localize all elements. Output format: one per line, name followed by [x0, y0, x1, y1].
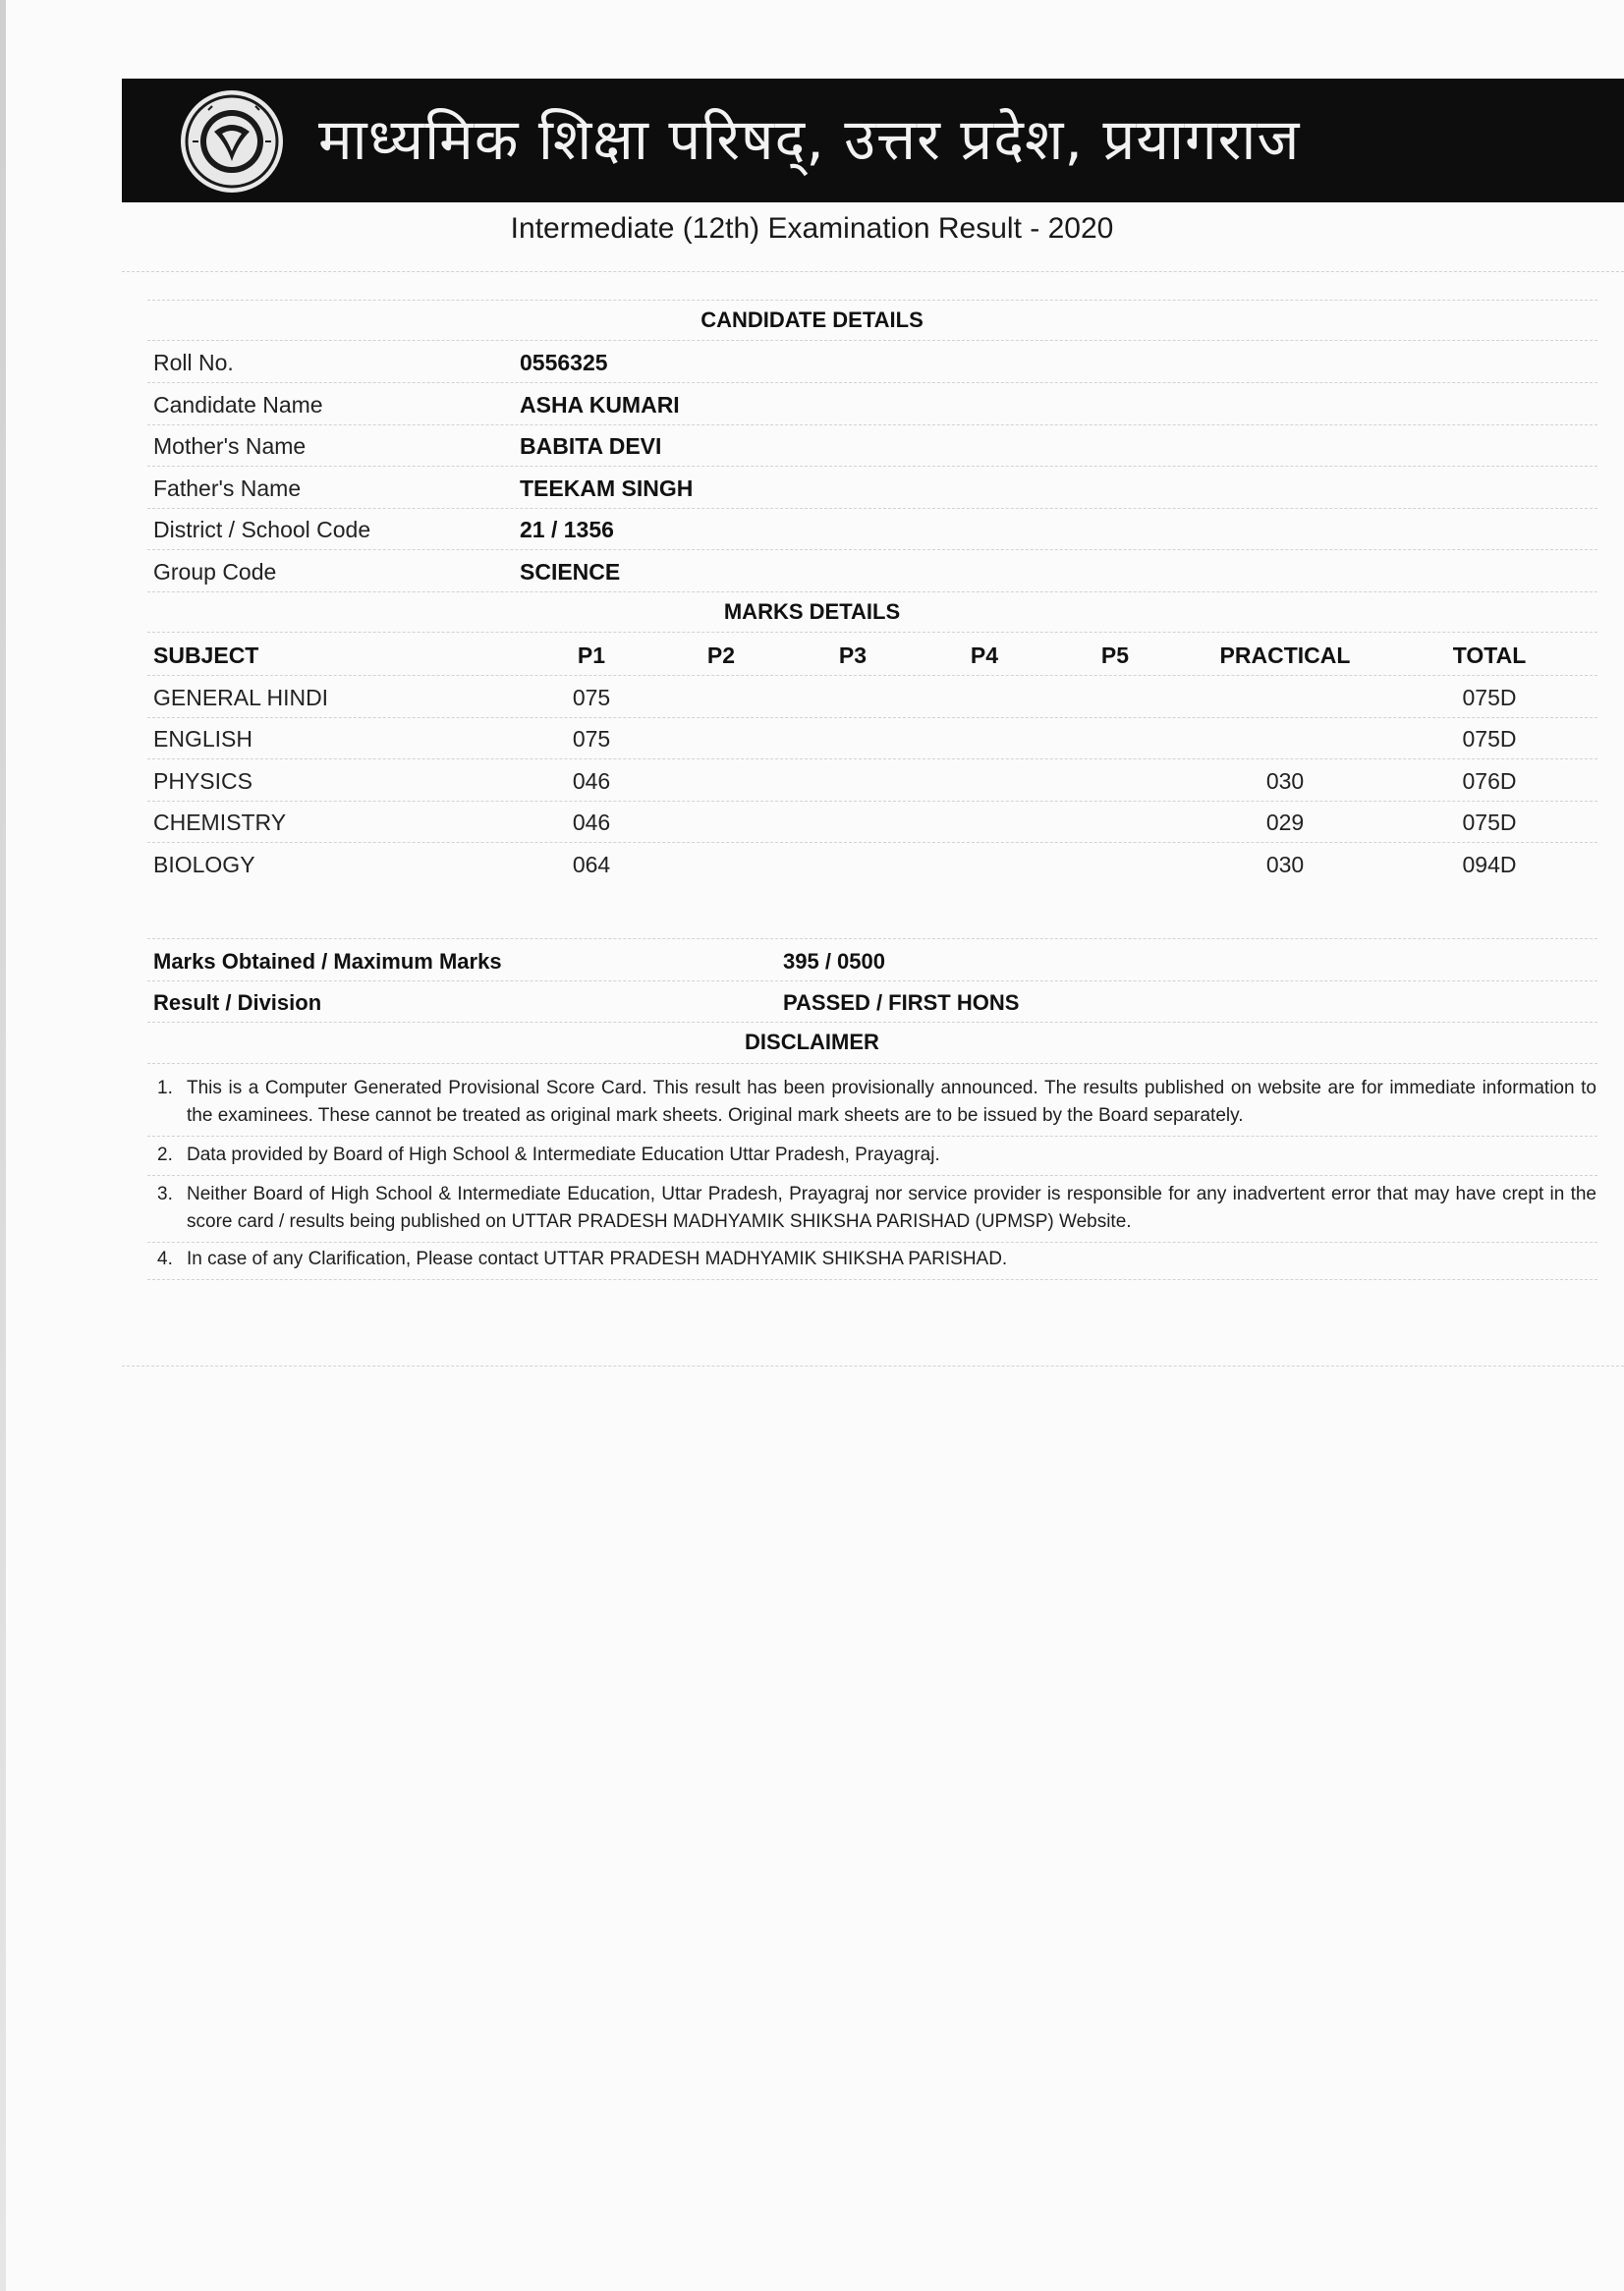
table-row [153, 677, 1597, 718]
divider [147, 1063, 1597, 1064]
marks-obtained-label: Marks Obtained / Maximum Marks [153, 949, 502, 974]
candidate-field-label: Mother's Name [153, 433, 307, 459]
divider [147, 980, 1597, 981]
marks-obtained-row [153, 941, 1597, 982]
candidate-field-value: TEEKAM SINGH [520, 475, 694, 501]
candidate-row [153, 551, 1597, 592]
disclaimer-text: Neither Board of High School & Intermediate Education, Uttar Pradesh, Prayagraj nor service provider is responsible for any inadvertent error that may have crept in the score card / results being published on UTTAR PRADESH MADHYAMIK SHIKSHA PARISHAD (UPMSP) Website. [187, 1184, 1596, 1232]
candidate-field-label: Candidate Name [153, 392, 323, 418]
divider [147, 466, 1597, 467]
cell-p1: 075 [572, 726, 611, 752]
divider [147, 300, 1597, 301]
disclaimer-number: 3. [157, 1184, 173, 1204]
divider [147, 675, 1597, 676]
table-row [153, 760, 1597, 802]
candidate-row [153, 468, 1597, 509]
result-division-label: Result / Division [153, 990, 322, 1015]
candidate-details-heading: CANDIDATE DETAILS [700, 307, 924, 332]
table-row [153, 718, 1597, 759]
disclaimer-text: Data provided by Board of High School & Intermediate Education Uttar Pradesh, Prayagraj. [187, 1145, 940, 1165]
divider [147, 938, 1597, 939]
cell-subject: PHYSICS [153, 768, 252, 794]
divider [147, 1242, 1597, 1243]
divider [147, 591, 1597, 592]
header-p4: P4 [970, 643, 999, 668]
candidate-field-label: District / School Code [153, 517, 371, 542]
header-p3: P3 [838, 643, 868, 668]
disclaimer-number: 1. [157, 1078, 173, 1098]
cell-subject: CHEMISTRY [153, 810, 287, 835]
divider [147, 1279, 1597, 1280]
divider [147, 1022, 1597, 1023]
divider [147, 549, 1597, 550]
divider [147, 382, 1597, 383]
divider [147, 1175, 1597, 1176]
disclaimer-text: This is a Computer Generated Provisional Score Card. This result has been provisionally announced. The results published on website are for immediate information to the examinees. These cannot be treated as original mark sheets. Original mark sheets are to be issued by the Board separately. [187, 1078, 1596, 1126]
candidate-field-label: Roll No. [153, 350, 234, 375]
scan-edge [0, 0, 6, 2291]
cell-p1: 064 [572, 852, 611, 877]
disclaimer-text: In case of any Clarification, Please contact UTTAR PRADESH MADHYAMIK SHIKSHA PARISHAD. [187, 1249, 1008, 1269]
table-row [153, 844, 1597, 885]
disclaimer-number: 4. [157, 1249, 173, 1269]
cell-total: 075D [1462, 726, 1517, 752]
table-row [153, 802, 1597, 843]
candidate-field-value: 21 / 1356 [520, 517, 614, 542]
cell-practical: 030 [1265, 852, 1305, 877]
board-name: माध्यमिक शिक्षा परिषद्, उत्तर प्रदेश, प्रयागराज [318, 106, 1301, 173]
cell-total: 075D [1462, 810, 1517, 835]
divider [147, 842, 1597, 843]
candidate-field-label: Father's Name [153, 475, 302, 501]
candidate-field-value: 0556325 [520, 350, 608, 375]
divider [147, 1136, 1597, 1137]
divider [147, 632, 1597, 633]
cell-p1: 046 [572, 810, 611, 835]
candidate-row [153, 425, 1597, 467]
cell-subject: GENERAL HINDI [153, 685, 329, 710]
candidate-field-label: Group Code [153, 559, 277, 585]
cell-subject: BIOLOGY [153, 852, 255, 877]
candidate-row [153, 342, 1597, 383]
cell-p1: 046 [572, 768, 611, 794]
candidate-field-value: BABITA DEVI [520, 433, 662, 459]
board-seal-icon [179, 88, 285, 195]
divider [147, 340, 1597, 341]
marks-header-row [153, 635, 1597, 676]
cell-practical: 029 [1265, 810, 1305, 835]
cell-total: 075D [1462, 685, 1517, 710]
cell-total: 076D [1462, 768, 1517, 794]
cell-p1: 075 [572, 685, 611, 710]
marks-obtained-value: 395 / 0500 [783, 949, 885, 974]
header-p2: P2 [706, 643, 736, 668]
divider [122, 1366, 1624, 1367]
marks-details-heading: MARKS DETAILS [723, 599, 901, 624]
exam-title: Intermediate (12th) Examination Result - 2020 [510, 212, 1114, 245]
divider [122, 271, 1624, 272]
disclaimer-heading: DISCLAIMER [745, 1030, 879, 1054]
disclaimer-number: 2. [157, 1145, 173, 1165]
candidate-field-value: ASHA KUMARI [520, 392, 680, 418]
cell-total: 094D [1462, 852, 1517, 877]
header-banner [122, 79, 1624, 202]
divider [147, 758, 1597, 759]
header-p1: P1 [577, 643, 606, 668]
candidate-field-value: SCIENCE [520, 559, 621, 585]
result-division-value: PASSED / FIRST HONS [783, 990, 1020, 1015]
header-practical: PRACTICAL [1219, 643, 1351, 668]
candidate-row [153, 384, 1597, 425]
cell-practical: 030 [1265, 768, 1305, 794]
cell-subject: ENGLISH [153, 726, 252, 752]
header-subject: SUBJECT [153, 643, 259, 668]
result-division-row [153, 982, 1597, 1024]
header-total: TOTAL [1452, 643, 1527, 668]
candidate-row [153, 509, 1597, 550]
header-p5: P5 [1100, 643, 1130, 668]
